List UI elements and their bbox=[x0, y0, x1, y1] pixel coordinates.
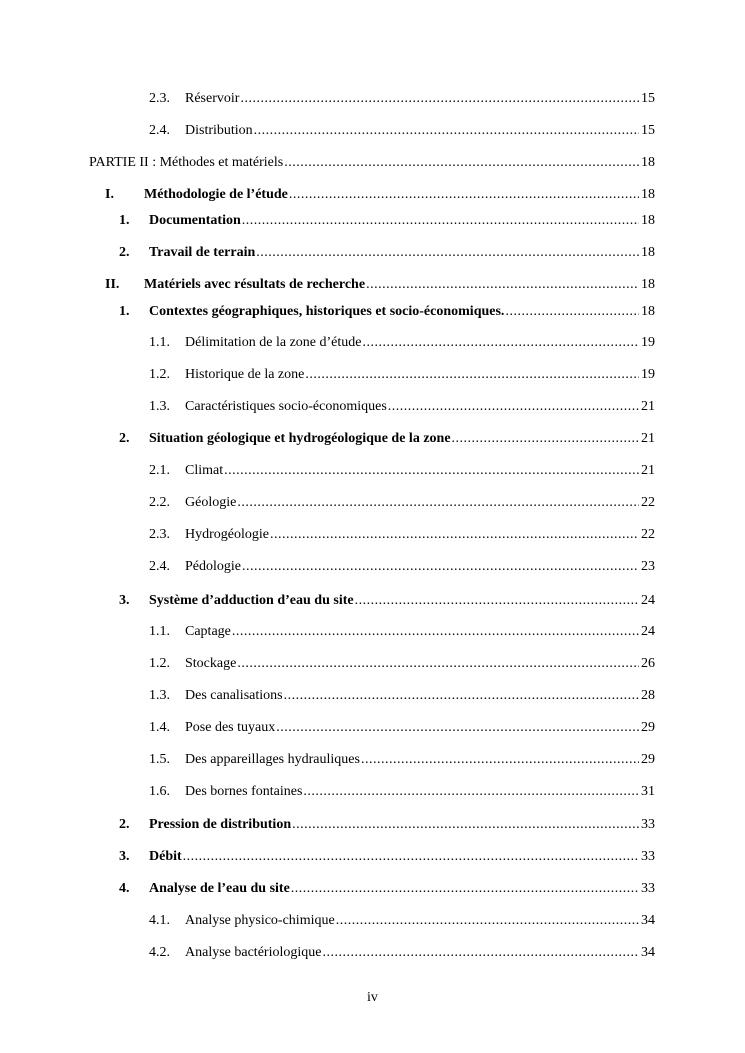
dot-leader bbox=[505, 303, 639, 321]
toc-entry[interactable] bbox=[149, 912, 655, 930]
toc-entry-number: 2. bbox=[119, 431, 130, 446]
toc-entry-section[interactable] bbox=[119, 880, 655, 898]
dot-leader bbox=[270, 526, 639, 544]
toc-entry-number: 1.3. bbox=[149, 688, 170, 703]
toc-entry-number: 1. bbox=[119, 213, 130, 228]
toc-entry-number: 1.2. bbox=[149, 367, 170, 382]
toc-entry-section[interactable] bbox=[119, 244, 655, 262]
dot-leader bbox=[183, 848, 639, 866]
toc-entry-number: 2.4. bbox=[149, 559, 170, 574]
toc-entry-number: 1.4. bbox=[149, 720, 170, 735]
toc-entry-number: 2.4. bbox=[149, 123, 170, 138]
toc-entry-title: Pression de distribution bbox=[149, 817, 292, 832]
toc-entry-title: Analyse de l’eau du site bbox=[149, 881, 290, 896]
toc-entry-number: 3. bbox=[119, 849, 130, 864]
toc-entry-title: Analyse physico-chimique bbox=[185, 913, 335, 928]
toc-entry-title: Géologie bbox=[185, 495, 237, 510]
toc-entry-chapter[interactable] bbox=[105, 276, 655, 294]
toc-entry-page: 18 bbox=[641, 277, 655, 292]
toc-entry-page: 33 bbox=[641, 881, 655, 896]
toc-entry-section[interactable] bbox=[119, 303, 655, 321]
toc-entry-title: Captage bbox=[185, 624, 231, 639]
toc-entry-title: Débit bbox=[149, 849, 182, 864]
dot-leader bbox=[232, 623, 639, 641]
toc-entry-title: Distribution bbox=[185, 123, 253, 138]
toc-entry-number: 2. bbox=[119, 245, 130, 260]
toc-entry-title: Caractéristiques socio-économiques bbox=[185, 399, 387, 414]
toc-entry-section[interactable] bbox=[119, 816, 655, 834]
dot-leader bbox=[291, 880, 639, 898]
toc-entry-number: 1.1. bbox=[149, 335, 170, 350]
dot-leader bbox=[355, 592, 639, 610]
toc-entry-title: Pédologie bbox=[185, 559, 241, 574]
toc-entry-title: Documentation bbox=[149, 213, 241, 228]
toc-entry-number: 2.1. bbox=[149, 463, 170, 478]
toc-entry-number: 4.1. bbox=[149, 913, 170, 928]
toc-entry-number: 2.3. bbox=[149, 91, 170, 106]
toc-entry-title: Réservoir bbox=[185, 91, 240, 106]
toc-entry-section[interactable] bbox=[119, 848, 655, 866]
toc-entry-title: Des appareillages hydrauliques bbox=[185, 752, 360, 767]
toc-entry-title: Pose des tuyaux bbox=[185, 720, 276, 735]
toc-entry[interactable] bbox=[149, 623, 655, 641]
dot-leader bbox=[237, 655, 639, 673]
toc-entry[interactable] bbox=[149, 122, 655, 140]
toc-entry-number: 3. bbox=[119, 593, 130, 608]
dot-leader bbox=[276, 719, 639, 737]
toc-entry-number: 4. bbox=[119, 881, 130, 896]
dot-leader bbox=[388, 398, 639, 416]
dot-leader bbox=[284, 687, 639, 705]
toc-entry-title: Matériels avec résultats de recherche bbox=[144, 277, 366, 292]
toc-entry-page: 26 bbox=[641, 656, 655, 671]
toc-entry-section[interactable] bbox=[119, 430, 655, 448]
toc-entry-number: 4.2. bbox=[149, 945, 170, 960]
dot-leader bbox=[256, 244, 639, 262]
toc-entry[interactable] bbox=[149, 944, 655, 962]
toc-entry-page: 29 bbox=[641, 720, 655, 735]
toc-entry-title: Stockage bbox=[185, 656, 237, 671]
toc-entry-page: 18 bbox=[641, 155, 655, 170]
toc-entry[interactable] bbox=[149, 719, 655, 737]
toc-entry-title: Des bornes fontaines bbox=[185, 784, 303, 799]
dot-leader bbox=[242, 558, 639, 576]
toc-entry-page: 18 bbox=[641, 304, 655, 319]
toc-entry-page: 23 bbox=[641, 559, 655, 574]
toc-entry-number: 1.5. bbox=[149, 752, 170, 767]
dot-leader bbox=[254, 122, 639, 140]
toc-entry-page: 31 bbox=[641, 784, 655, 799]
toc-entry[interactable] bbox=[149, 462, 655, 480]
toc-entry-page: 24 bbox=[641, 624, 655, 639]
toc-entry-page: 19 bbox=[641, 335, 655, 350]
toc-entry-title: Système d’adduction d’eau du site bbox=[149, 593, 354, 608]
dot-leader bbox=[336, 912, 639, 930]
toc-entry-section[interactable] bbox=[119, 592, 655, 610]
toc-entry-page: 21 bbox=[641, 431, 655, 446]
toc-entry-number: II. bbox=[105, 277, 120, 292]
toc-entry-number: 1.2. bbox=[149, 656, 170, 671]
toc-entry-page: 18 bbox=[641, 245, 655, 260]
toc-entry[interactable] bbox=[149, 687, 655, 705]
toc-entry[interactable] bbox=[149, 366, 655, 384]
toc-entry-title: Hydrogéologie bbox=[185, 527, 269, 542]
toc-entry-page: 18 bbox=[641, 187, 655, 202]
toc-entry-title: Analyse bactériologique bbox=[185, 945, 322, 960]
dot-leader bbox=[242, 212, 639, 230]
toc-entry[interactable] bbox=[149, 90, 655, 108]
dot-leader bbox=[322, 944, 639, 962]
toc-entry-title: Délimitation de la zone d’étude bbox=[185, 335, 362, 350]
toc-entry-page: 24 bbox=[641, 593, 655, 608]
toc-entry-number: 1.1. bbox=[149, 624, 170, 639]
toc-entry-number: 2. bbox=[119, 817, 130, 832]
toc-entry-page: 22 bbox=[641, 495, 655, 510]
toc-entry[interactable] bbox=[149, 334, 655, 352]
dot-leader bbox=[284, 154, 639, 172]
dot-leader bbox=[303, 783, 639, 801]
page-number: iv bbox=[367, 990, 378, 1005]
toc-entry-page: 34 bbox=[641, 913, 655, 928]
toc-entry[interactable] bbox=[149, 783, 655, 801]
toc-entry-page: 22 bbox=[641, 527, 655, 542]
toc-entry-number: 2.3. bbox=[149, 527, 170, 542]
toc-entry[interactable] bbox=[149, 751, 655, 769]
toc-entry-page: 15 bbox=[641, 123, 655, 138]
toc-entry-title: Historique de la zone bbox=[185, 367, 305, 382]
dot-leader bbox=[224, 462, 639, 480]
dot-leader bbox=[305, 366, 639, 384]
toc-entry-page: 33 bbox=[641, 817, 655, 832]
toc-entry-number: 2.2. bbox=[149, 495, 170, 510]
dot-leader bbox=[363, 334, 640, 352]
toc-entry-number: I. bbox=[105, 187, 114, 202]
toc-entry[interactable] bbox=[149, 558, 655, 576]
toc-entry-page: 33 bbox=[641, 849, 655, 864]
toc-entry-title: Climat bbox=[185, 463, 224, 478]
toc-entry-number: 1.6. bbox=[149, 784, 170, 799]
toc-entry[interactable] bbox=[149, 494, 655, 512]
toc-entry-part[interactable] bbox=[89, 154, 655, 172]
toc-entry-page: 18 bbox=[641, 213, 655, 228]
toc-entry-page: 21 bbox=[641, 399, 655, 414]
dot-leader bbox=[289, 186, 639, 204]
toc-entry-title: Situation géologique et hydrogéologique de la zone bbox=[149, 431, 451, 446]
toc-entry-page: 15 bbox=[641, 91, 655, 106]
dot-leader bbox=[361, 751, 639, 769]
dot-leader bbox=[292, 816, 639, 834]
toc-entry-number: 1. bbox=[119, 304, 130, 319]
toc-entry-title: Contextes géographiques, historiques et socio-économiques. bbox=[149, 304, 505, 319]
dot-leader bbox=[452, 430, 639, 448]
toc-entry-title: PARTIE II : Méthodes et matériels bbox=[89, 155, 284, 170]
toc-entry-page: 29 bbox=[641, 752, 655, 767]
toc-entry-chapter[interactable] bbox=[105, 186, 655, 204]
toc-entry-title: Travail de terrain bbox=[149, 245, 256, 260]
toc-entry-page: 34 bbox=[641, 945, 655, 960]
toc-entry[interactable] bbox=[149, 655, 655, 673]
toc-entry-title: Des canalisations bbox=[185, 688, 283, 703]
dot-leader bbox=[237, 494, 639, 512]
toc-entry[interactable] bbox=[149, 398, 655, 416]
toc-entry-title: Méthodologie de l’étude bbox=[144, 187, 288, 202]
toc-entry-page: 19 bbox=[641, 367, 655, 382]
dot-leader bbox=[366, 276, 639, 294]
toc-entry-page: 21 bbox=[641, 463, 655, 478]
toc-entry-number: 1.3. bbox=[149, 399, 170, 414]
toc-entry[interactable] bbox=[149, 526, 655, 544]
toc-entry-section[interactable] bbox=[119, 212, 655, 230]
dot-leader bbox=[240, 90, 639, 108]
toc-entry-page: 28 bbox=[641, 688, 655, 703]
